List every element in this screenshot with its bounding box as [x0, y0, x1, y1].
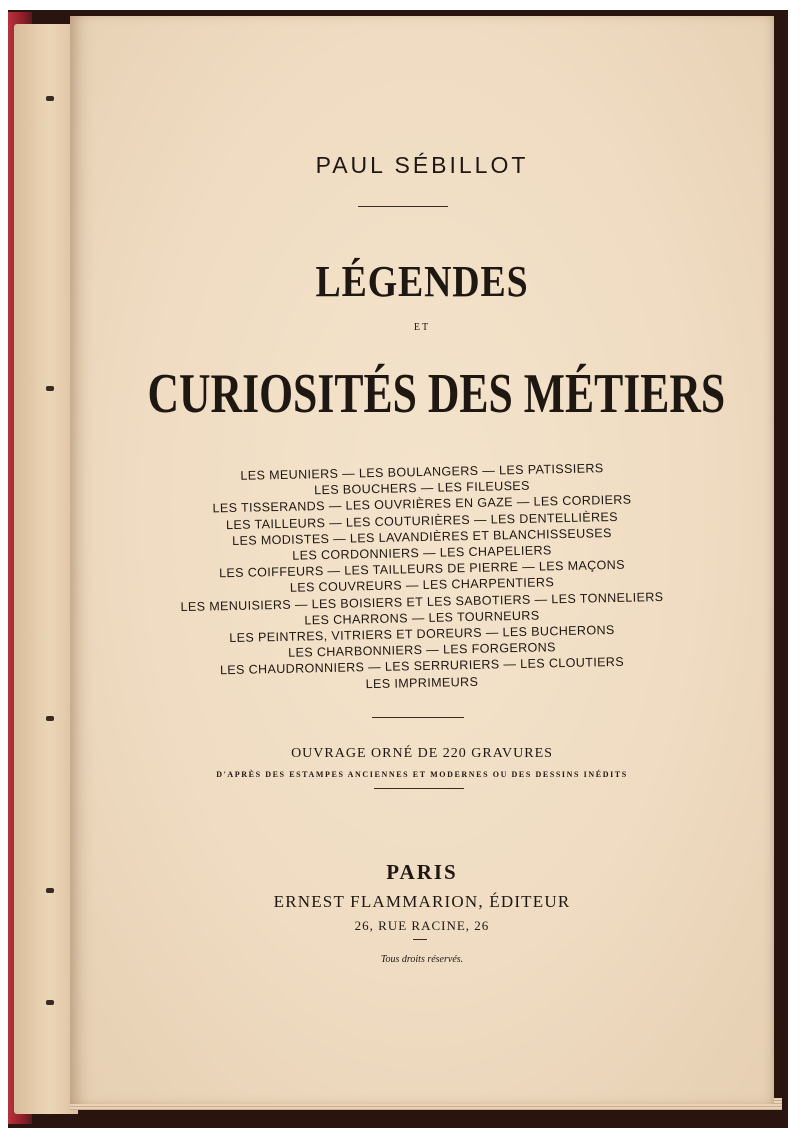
trade-line: LES CHAUDRONNIERS — LES SERRURIERS — LES CLOUTIERS	[219, 655, 625, 678]
trade-line: LES MENUISIERS — LES BOISIERS ET LES SABOTIERS — LES TONNELIERS	[180, 589, 664, 614]
trade-line: LES TISSERANDS — LES OUVRIÈRES EN GAZE — LES CORDIERS	[212, 493, 632, 516]
author-name: PAUL SÉBILLOT	[315, 152, 529, 178]
author-rule	[358, 206, 448, 207]
trade-line: LES MEUNIERS — LES BOULANGERS — LES PATISSIERS	[240, 461, 604, 483]
trade-line: LES MODISTES — LES LAVANDIÈRES ET BLANCHISSEUSES	[232, 525, 612, 548]
imprint-city: PARIS	[386, 860, 458, 884]
title-line-2: CURIOSITÉS DES MÉTIERS	[147, 363, 726, 425]
trade-line: LES TAILLEURS — LES COUTURIÈRES — LES DENTELLIÈRES	[225, 509, 619, 532]
binding-mark	[46, 1000, 54, 1005]
trades-list	[70, 461, 774, 691]
trade-line: LES CHARBONNIERS — LES FORGERONS	[288, 640, 556, 661]
title-line-1: LÉGENDES	[315, 257, 529, 306]
trade-line: LES IMPRIMEURS	[365, 674, 479, 691]
trade-line: LES PEINTRES, VITRIERS ET DOREURS — LES BUCHERONS	[229, 622, 615, 646]
upper-divider	[372, 717, 464, 718]
trade-line: LES BOUCHERS — LES FILEUSES	[313, 478, 530, 498]
binding-mark	[46, 888, 54, 893]
illustrations-note: OUVRAGE ORNÉ DE 220 GRAVURES	[291, 746, 553, 761]
left-page-edge	[14, 24, 78, 1114]
address-rule	[413, 939, 427, 940]
title-conjunction: ET	[413, 322, 431, 333]
rights-notice: Tous droits réservés.	[380, 954, 464, 965]
imprint-address: 26, RUE RACINE, 26	[354, 918, 490, 933]
imprint-publisher: ERNEST FLAMMARION, ÉDITEUR	[273, 892, 571, 911]
title-page	[70, 16, 774, 1104]
trade-line: LES CHARRONS — LES TOURNEURS	[304, 608, 540, 628]
lower-divider	[374, 788, 464, 789]
trade-line: LES CORDONNIERS — LES CHAPELIERS	[292, 543, 552, 563]
sources-note: D'APRÈS DES ESTAMPES ANCIENNES ET MODERNES OU DES DESSINS INÉDITS	[216, 770, 628, 779]
trade-line: LES COIFFEURS — LES TAILLEURS DE PIERRE — LES MAÇONS	[218, 557, 626, 581]
trade-line: LES COUVREURS — LES CHARPENTIERS	[289, 575, 555, 596]
binding-mark	[46, 716, 54, 721]
binding-mark	[46, 386, 54, 391]
binding-mark	[46, 96, 54, 101]
